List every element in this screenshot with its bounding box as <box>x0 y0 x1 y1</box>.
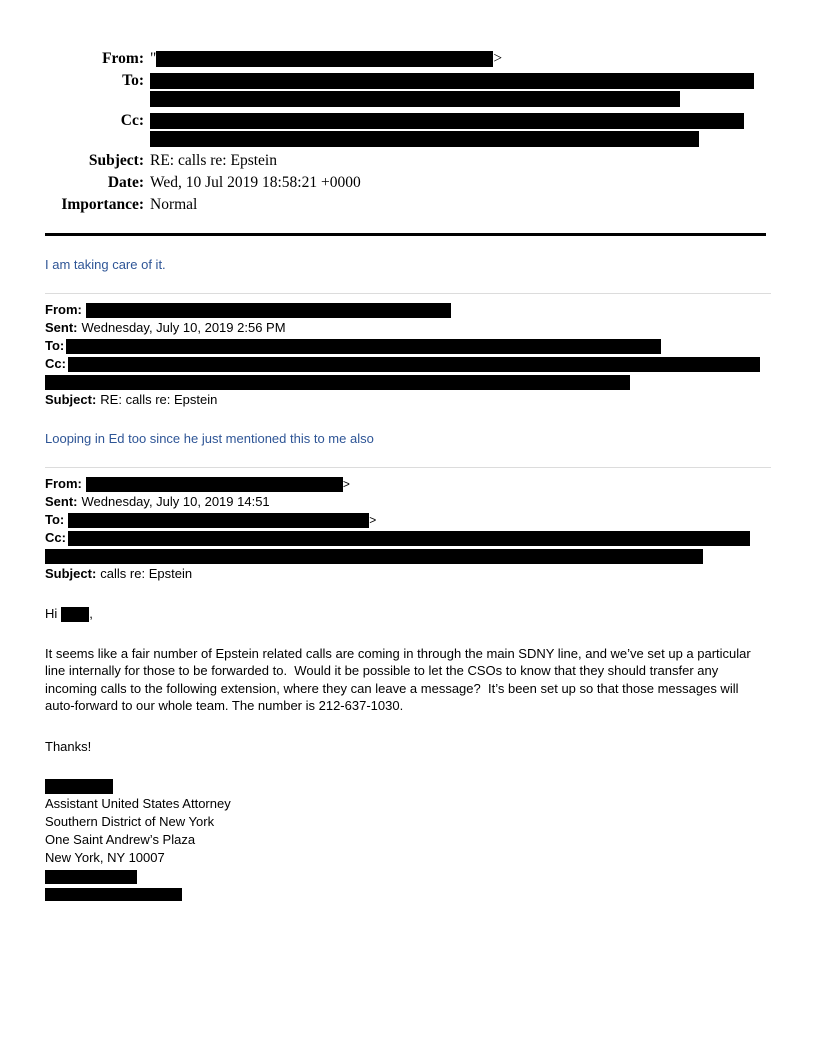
redaction-bar <box>45 779 113 794</box>
from-angle-bracket: > <box>493 50 503 67</box>
redaction-bar <box>45 375 630 390</box>
header-subject-value: RE: calls re: Epstein <box>150 152 277 169</box>
email3-sent-value: Wednesday, July 10, 2019 14:51 <box>81 494 270 509</box>
header-from-value <box>150 50 502 68</box>
signature-office: Southern District of New York <box>45 814 215 829</box>
header-date-value: Wed, 10 Jul 2019 18:58:21 +0000 <box>150 174 361 191</box>
redaction-bar <box>45 870 137 884</box>
reply-note-2: Looping in Ed too since he just mentioned this to me also <box>45 431 374 446</box>
email3-cc-row-2 <box>45 547 771 565</box>
header-separator-rule <box>45 233 766 236</box>
redaction-bar <box>150 73 754 89</box>
email3-cc-row <box>45 529 771 547</box>
email3-subject-value: calls re: Epstein <box>100 566 193 581</box>
redaction-bar <box>66 339 661 354</box>
email3-subject-label: Subject: <box>45 566 97 581</box>
header-cc-row <box>45 112 771 148</box>
greeting-prefix: Hi <box>45 606 58 621</box>
header-from-label: From: <box>102 50 144 67</box>
body-paragraph-line: incoming calls to the following extension, where they can leave a message? It’s been set up so that those messages will <box>45 680 739 696</box>
email2-from-label: From: <box>45 302 82 317</box>
email3-from-label: From: <box>45 476 82 491</box>
signature-phone-row <box>45 867 771 885</box>
signature-name-row <box>45 777 771 795</box>
email3-to-label: To: <box>45 512 65 527</box>
email3-from-row <box>45 475 771 493</box>
header-subject-label: Subject: <box>88 152 144 169</box>
header-cc-label: Cc: <box>120 112 144 129</box>
header-importance-value: Normal <box>150 196 198 213</box>
header-subject-row <box>45 152 771 170</box>
redaction-bar <box>61 607 89 622</box>
quoted-email-divider <box>45 293 771 294</box>
greeting-suffix: , <box>89 606 93 621</box>
email-header <box>45 50 771 214</box>
greeting-line <box>45 605 771 623</box>
redaction-bar <box>86 303 451 318</box>
quoted-email-3-header <box>45 475 771 583</box>
email2-to-row <box>45 337 771 355</box>
body-paragraph-line: It seems like a fair number of Epstein related calls are coming in through the main SDNY line, and we’ve set up a particular <box>45 645 751 661</box>
email2-subject-row <box>45 391 771 409</box>
signature-email-row <box>45 885 771 903</box>
email2-cc-row-2 <box>45 373 771 391</box>
email2-sent-value: Wednesday, July 10, 2019 2:56 PM <box>81 320 286 335</box>
quoted-email-2-header <box>45 301 771 409</box>
redaction-bar <box>150 113 744 129</box>
signature-address-1: One Saint Andrew’s Plaza <box>45 832 196 847</box>
email2-sent-row <box>45 319 771 337</box>
header-date-row <box>45 174 771 192</box>
email3-subject-row <box>45 565 771 583</box>
redaction-bar <box>45 888 182 901</box>
email3-to-row <box>45 511 771 529</box>
email2-cc-row <box>45 355 771 373</box>
header-to-label: To: <box>122 72 144 89</box>
email2-subject-value: RE: calls re: Epstein <box>100 392 218 407</box>
signature-address-2: New York, NY 10007 <box>45 850 165 865</box>
redaction-bar <box>68 357 760 372</box>
email3-to-angle-bracket: > <box>369 513 377 527</box>
email2-sent-label: Sent: <box>45 320 78 335</box>
email3-sent-row <box>45 493 771 511</box>
from-open-quote: " <box>150 50 157 67</box>
signature-title: Assistant United States Attorney <box>45 796 231 811</box>
reply-note-1: I am taking care of it. <box>45 257 166 272</box>
body-paragraph-line: line internally for those to be forwarded to. Would it be possible to let the CSOs to know that they should transfer any <box>45 663 719 678</box>
redaction-bar <box>156 51 493 67</box>
redaction-bar <box>150 131 699 147</box>
header-importance-label: Importance: <box>61 196 144 213</box>
email2-from-row <box>45 301 771 319</box>
email2-subject-label: Subject: <box>45 392 97 407</box>
email3-from-angle-bracket: > <box>342 477 350 491</box>
header-from-row <box>45 50 771 68</box>
quoted-email-divider <box>45 467 771 468</box>
redaction-bar <box>45 549 703 564</box>
email3-cc-label: Cc: <box>45 530 66 545</box>
body-paragraph-line: auto-forward to our whole team. The number is 212-637-1030. <box>45 698 404 713</box>
header-date-label: Date: <box>107 174 144 191</box>
header-cc-value <box>150 112 744 148</box>
thanks-line: Thanks! <box>45 738 92 754</box>
email2-cc-label: Cc: <box>45 356 66 371</box>
header-to-row <box>45 72 771 108</box>
header-importance-row <box>45 196 771 214</box>
redaction-bar <box>150 91 680 107</box>
redaction-bar <box>68 531 750 546</box>
redaction-bar <box>68 513 369 528</box>
redaction-bar <box>86 477 343 492</box>
email3-sent-label: Sent: <box>45 494 78 509</box>
header-to-value <box>150 72 754 108</box>
email2-to-label: To: <box>45 338 65 353</box>
